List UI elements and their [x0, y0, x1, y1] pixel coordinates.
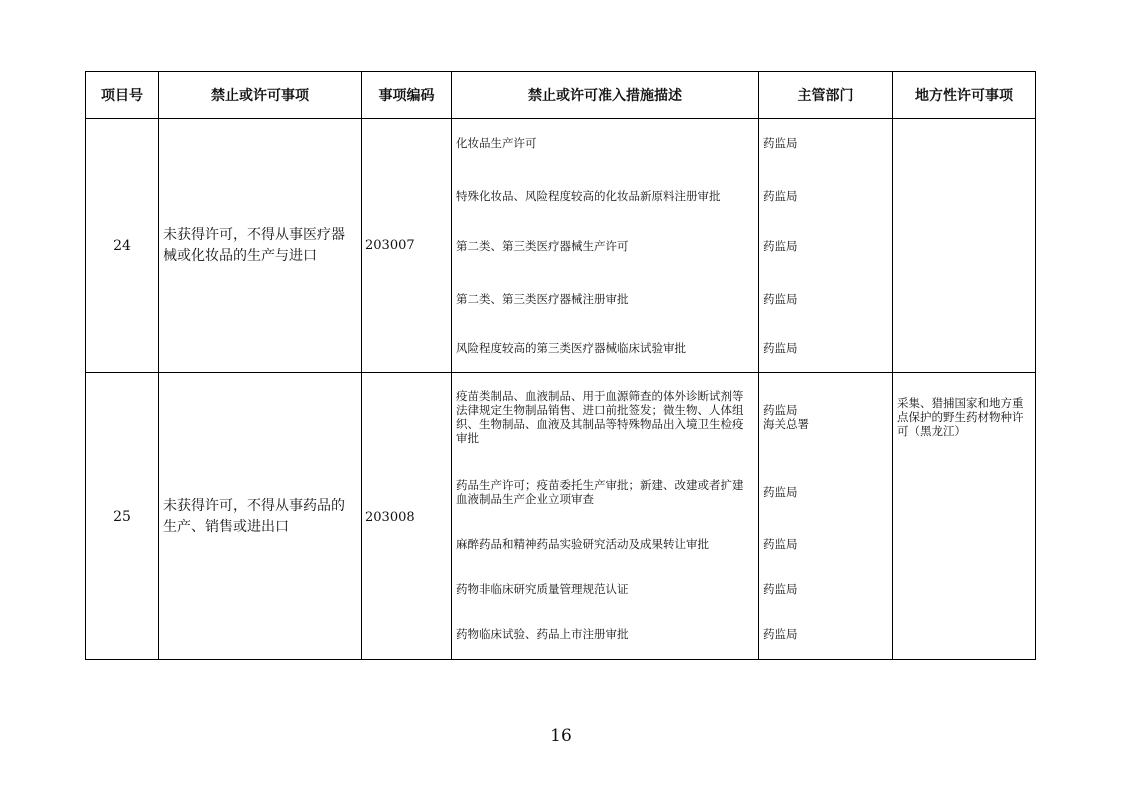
row-25-code: 203008 — [365, 509, 415, 525]
row-25-measure-5: 药物临床试验、药品上市注册审批 — [456, 627, 629, 641]
row-24-measure-4: 第二类、第三类医疗器械注册审批 — [456, 292, 629, 306]
page-number: 16 — [550, 726, 572, 746]
column-divider — [892, 72, 893, 659]
row-25-department-3: 药监局 — [763, 537, 798, 551]
row-24-department-4: 药监局 — [763, 292, 798, 306]
row-24-code: 203007 — [365, 238, 415, 253]
header-item-number: 项目号 — [101, 88, 143, 104]
header-local: 地方性许可事项 — [915, 88, 1013, 104]
row-25-measure-2: 药品生产许可；疫苗委托生产审批；新建、改建或者扩建血液制品生产企业立项审查 — [456, 478, 744, 506]
row-25-department-2: 药监局 — [763, 485, 798, 499]
row-25-measure-3: 麻醉药品和精神药品实验研究活动及成果转让审批 — [456, 537, 709, 551]
row-25-item: 未获得许可，不得从事药品的生产、销售或进出口 — [163, 498, 345, 535]
row-25-number: 25 — [113, 509, 131, 525]
row-25-measure-4: 药物非临床研究质量管理规范认证 — [456, 582, 629, 596]
row-25-department-4: 药监局 — [763, 582, 798, 596]
row-25-department-5: 药监局 — [763, 627, 798, 641]
row-24-department-3: 药监局 — [763, 239, 798, 253]
row-24-item: 未获得许可，不得从事医疗器械或化妆品的生产与进口 — [163, 226, 345, 264]
row-24-department-5: 药监局 — [763, 341, 798, 355]
column-divider — [758, 72, 759, 659]
row-24-number: 24 — [113, 237, 131, 254]
row-24-measure-1: 化妆品生产许可 — [456, 136, 537, 150]
header-item: 禁止或许可事项 — [211, 88, 309, 104]
header-description: 禁止或许可准入措施描述 — [528, 88, 682, 104]
row-24-department-2: 药监局 — [763, 189, 798, 203]
row-24-measure-5: 风险程度较高的第三类医疗器械临床试验审批 — [456, 341, 686, 355]
row-24-measure-3: 第二类、第三类医疗器械生产许可 — [456, 239, 629, 253]
row-24-measure-2: 特殊化妆品、风险程度较高的化妆品新原料注册审批 — [456, 189, 721, 203]
header-code: 事项编码 — [378, 88, 435, 104]
row-25-department-1: 药监局 海关总署 — [763, 403, 809, 431]
header-department: 主管部门 — [797, 88, 854, 104]
row-24-department-1: 药监局 — [763, 136, 798, 150]
row-25-local: 采集、猎捕国家和地方重点保护的野生药材物种许可（黑龙江） — [897, 396, 1024, 438]
permit-table — [85, 71, 1036, 660]
row-25-measure-1: 疫苗类制品、血液制品、用于血源筛查的体外诊断试剂等法律规定生物制品销售、进口前批签发；微生物、人体组织、生物制品、血液及其制品等特殊物品出入境卫生检疫审批 — [456, 389, 744, 445]
